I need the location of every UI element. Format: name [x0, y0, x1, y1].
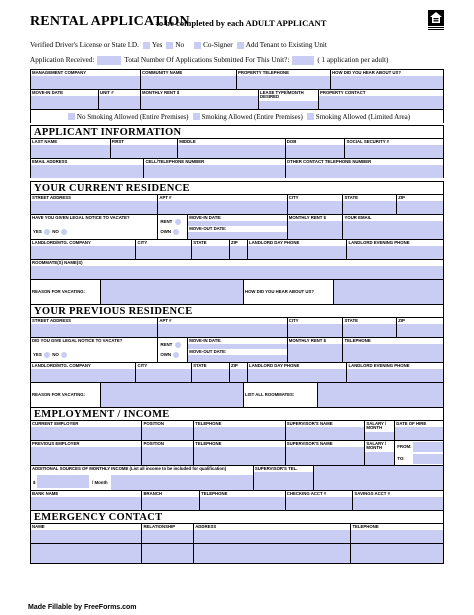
- previous-to-field[interactable]: [413, 454, 443, 464]
- previous-position-field[interactable]: [142, 447, 193, 465]
- dob-field[interactable]: [286, 145, 345, 158]
- applicant-row-2: EMAIL ADDRESS CELL/TELEPHONE NUMBER OTHER CONTACT TELEPHONE NUMBER: [30, 158, 444, 178]
- current-city-field[interactable]: [288, 201, 343, 214]
- verified-yes-checkbox[interactable]: [143, 42, 150, 49]
- current-email-field[interactable]: [343, 221, 443, 239]
- verified-no-checkbox[interactable]: [166, 42, 173, 49]
- current-rent-radio[interactable]: [175, 219, 181, 225]
- previous-zip-field[interactable]: [397, 324, 443, 337]
- previous-row-2: DID YOU GIVE LEGAL NOTICE TO VACATE? YES NO RENT OWN MOVE-IN DATE: MOVE-OUT DATE: MONTHLY RENT $ TELEPHONE: [30, 337, 444, 362]
- previous-row-4: REASON FOR VACATING: LIST ALL ROOMMATES:: [30, 382, 444, 407]
- previous-monthly-rent-field[interactable]: [288, 344, 343, 362]
- lease-type-field[interactable]: [259, 101, 318, 109]
- current-row-5: REASON FOR VACATING: HOW DID YOU HEAR ABOUT US?: [30, 279, 444, 304]
- property-contact-field[interactable]: [319, 96, 443, 109]
- current-monthly-rent-field[interactable]: [288, 221, 343, 239]
- current-supervisor-field[interactable]: [286, 427, 365, 440]
- current-zip-field[interactable]: [397, 201, 443, 214]
- previous-supervisor-field[interactable]: [286, 447, 365, 465]
- previous-ll-day-phone-field[interactable]: [248, 369, 347, 382]
- form-subtitle: to be completed by each ADULT APPLICANT: [156, 18, 327, 28]
- middle-name-field[interactable]: [178, 145, 284, 158]
- form-header: [30, 10, 444, 36]
- current-reason-field[interactable]: [101, 280, 243, 304]
- employment-row-3: ADDITIONAL SOURCES OF MONTHLY INCOME (List all income to be included for qualification) $ / Month SUPERVISOR'S TEL.: [30, 465, 444, 490]
- received-line: Application Received: Total Number Of Applications Submitted For This Unit?: ( 1 application per adult): [30, 56, 389, 64]
- smoking-options: No Smoking Allowed (Entire Premises) Smoking Allowed (Entire Premises) Smoking Allowed (Limited Area): [30, 109, 444, 123]
- form-title: RENTAL APPLICATION: [30, 14, 190, 29]
- supervisor-tel-extra-field[interactable]: [314, 466, 443, 490]
- total-applications-field[interactable]: [292, 56, 314, 65]
- cell-phone-field[interactable]: [144, 165, 284, 178]
- previous-move-out-field[interactable]: [188, 355, 287, 362]
- monthly-rent-field[interactable]: [141, 96, 258, 109]
- current-landlord-field[interactable]: [31, 246, 135, 259]
- emergency2-telephone-field[interactable]: [351, 544, 443, 563]
- move-in-date-field[interactable]: [31, 96, 98, 109]
- rental-application-form: [30, 10, 444, 564]
- ssn-field[interactable]: [345, 145, 443, 158]
- bank-telephone-field[interactable]: [200, 497, 285, 510]
- management-company-field[interactable]: [31, 76, 140, 89]
- applicant-section-heading: APPLICANT INFORMATION: [30, 125, 444, 138]
- previous-row-1: STREET ADDRESS APT # CITY STATE ZIP: [30, 317, 444, 337]
- previous-apt-field[interactable]: [158, 324, 286, 337]
- previous-employer-telephone-field[interactable]: [194, 447, 285, 465]
- date-of-hire-field[interactable]: [395, 427, 443, 440]
- current-employer-field[interactable]: [31, 427, 141, 440]
- current-row-1: STREET ADDRESS APT # CITY STATE ZIP: [30, 194, 444, 214]
- cosigner-checkbox[interactable]: [194, 42, 201, 49]
- employment-row-2: PREVIOUS EMPLOYER POSITION TELEPHONE SUPERVISOR'S NAME SALARY / MONTH FROM: TO:: [30, 440, 444, 465]
- no-smoking-checkbox[interactable]: [68, 113, 75, 120]
- previous-notice-no-radio[interactable]: [61, 352, 67, 358]
- previous-ll-state-field[interactable]: [192, 369, 229, 382]
- additional-income-source-field[interactable]: [111, 475, 253, 490]
- savings-acct-field[interactable]: [353, 497, 443, 510]
- community-name-field[interactable]: [141, 76, 236, 89]
- checking-acct-field[interactable]: [286, 497, 353, 510]
- additional-income-field[interactable]: [37, 475, 89, 488]
- previous-city-field[interactable]: [288, 324, 343, 337]
- supervisor-tel-field[interactable]: [254, 472, 313, 490]
- previous-street-field[interactable]: [31, 324, 157, 337]
- previous-notice-yes-radio[interactable]: [44, 352, 50, 358]
- how-hear-field[interactable]: [331, 76, 443, 89]
- emergency2-address-field[interactable]: [194, 544, 350, 563]
- current-notice-no-radio[interactable]: [61, 229, 67, 235]
- branch-field[interactable]: [142, 497, 199, 510]
- current-how-hear-field[interactable]: [334, 280, 443, 304]
- current-ll-city-field[interactable]: [136, 246, 191, 259]
- current-move-out-field[interactable]: [188, 232, 287, 239]
- emergency-telephone-field[interactable]: [351, 530, 443, 543]
- emergency-row-1: NAME RELATIONSHIP ADDRESS TELEPHONE: [30, 523, 444, 543]
- last-name-field[interactable]: [31, 145, 110, 158]
- previous-rent-radio[interactable]: [175, 342, 181, 348]
- previous-roommates-field[interactable]: [318, 383, 443, 407]
- previous-landlord-field[interactable]: [31, 369, 135, 382]
- emergency2-relationship-field[interactable]: [142, 544, 193, 563]
- employment-heading: EMPLOYMENT / INCOME: [30, 407, 444, 420]
- footer-credit: Made Fillable by FreeForms.com: [28, 604, 137, 611]
- current-apt-field[interactable]: [158, 201, 286, 214]
- previous-from-field[interactable]: [413, 442, 443, 452]
- current-ll-state-field[interactable]: [192, 246, 229, 259]
- smoking-limited-checkbox[interactable]: [307, 113, 314, 120]
- previous-ll-city-field[interactable]: [136, 369, 191, 382]
- verification-line: Verified Driver's License or State I.D. Yes No Co-Signer Add Tenant to Existing Unit: [30, 41, 327, 49]
- other-phone-field[interactable]: [286, 165, 443, 178]
- previous-ll-eve-phone-field[interactable]: [347, 369, 443, 382]
- first-name-field[interactable]: [111, 145, 178, 158]
- emergency2-name-field[interactable]: [31, 544, 141, 563]
- emergency-heading: EMERGENCY CONTACT: [30, 510, 444, 523]
- emergency-address-field[interactable]: [194, 530, 350, 543]
- property-telephone-field[interactable]: [237, 76, 330, 89]
- management-row-2: MOVE-IN DATE UNIT # MONTHLY RENT $ LEASE TYPE/MONTH DESIRED PROPERTY CONTACT: [30, 89, 444, 109]
- previous-employer-field[interactable]: [31, 447, 141, 465]
- current-roommates-field[interactable]: [31, 266, 443, 279]
- applicant-row-1: LAST NAME FIRST MIDDLE DOB SOCIAL SECURITY #: [30, 138, 444, 158]
- current-state-field[interactable]: [343, 201, 396, 214]
- previous-residence-heading: YOUR PREVIOUS RESIDENCE: [30, 304, 444, 317]
- current-ll-day-phone-field[interactable]: [248, 246, 347, 259]
- current-position-field[interactable]: [142, 427, 193, 440]
- previous-ll-zip-field[interactable]: [230, 369, 247, 382]
- current-ll-zip-field[interactable]: [230, 246, 247, 259]
- employment-row-4: BANK NAME BRANCH TELEPHONE CHECKING ACCT # SAVINGS ACCT #: [30, 490, 444, 510]
- emergency-row-2: [30, 543, 444, 564]
- equal-housing-icon: [428, 10, 444, 30]
- current-residence-heading: YOUR CURRENT RESIDENCE: [30, 181, 444, 194]
- bank-name-field[interactable]: [31, 497, 141, 510]
- previous-salary-field[interactable]: [365, 452, 394, 465]
- previous-row-3: LANDLORD/MTG. COMPANY CITY STATE ZIP LANDLORD DAY PHONE LANDLORD EVENING PHONE: [30, 362, 444, 382]
- current-row-3: LANDLORD/MTG. COMPANY CITY STATE ZIP LANDLORD DAY PHONE LANDLORD EVENING PHONE: [30, 239, 444, 259]
- smoking-entire-checkbox[interactable]: [193, 113, 200, 120]
- current-street-field[interactable]: [31, 201, 157, 214]
- previous-telephone-field[interactable]: [343, 344, 443, 362]
- current-notice-yes-radio[interactable]: [44, 229, 50, 235]
- employment-row-1: CURRENT EMPLOYER POSITION TELEPHONE SUPERVISOR'S NAME SALARY / MONTH DATE OF HIRE: [30, 420, 444, 440]
- previous-reason-field[interactable]: [101, 383, 243, 407]
- unit-field[interactable]: [99, 96, 140, 109]
- emergency-relationship-field[interactable]: [142, 530, 193, 543]
- previous-own-radio[interactable]: [173, 352, 179, 358]
- email-field[interactable]: [31, 165, 143, 178]
- received-date-field[interactable]: [97, 56, 121, 65]
- add-tenant-checkbox[interactable]: [237, 42, 244, 49]
- current-row-2: HAVE YOU GIVEN LEGAL NOTICE TO VACATE? YES NO RENT OWN MOVE-IN DATE: MOVE-OUT DATE: MONTHLY RENT $ YOUR EMAIL: [30, 214, 444, 239]
- current-row-4: ROOMMATE(S) NAME(S): [30, 259, 444, 279]
- emergency-name-field[interactable]: [31, 530, 141, 543]
- current-salary-field[interactable]: [365, 432, 394, 440]
- management-row-1: MANAGEMENT COMPANY COMMUNITY NAME PROPERTY TELEPHONE HOW DID YOU HEAR ABOUT US?: [30, 69, 444, 89]
- current-ll-eve-phone-field[interactable]: [347, 246, 443, 259]
- previous-state-field[interactable]: [343, 324, 396, 337]
- current-employer-telephone-field[interactable]: [194, 427, 285, 440]
- current-own-radio[interactable]: [173, 229, 179, 235]
